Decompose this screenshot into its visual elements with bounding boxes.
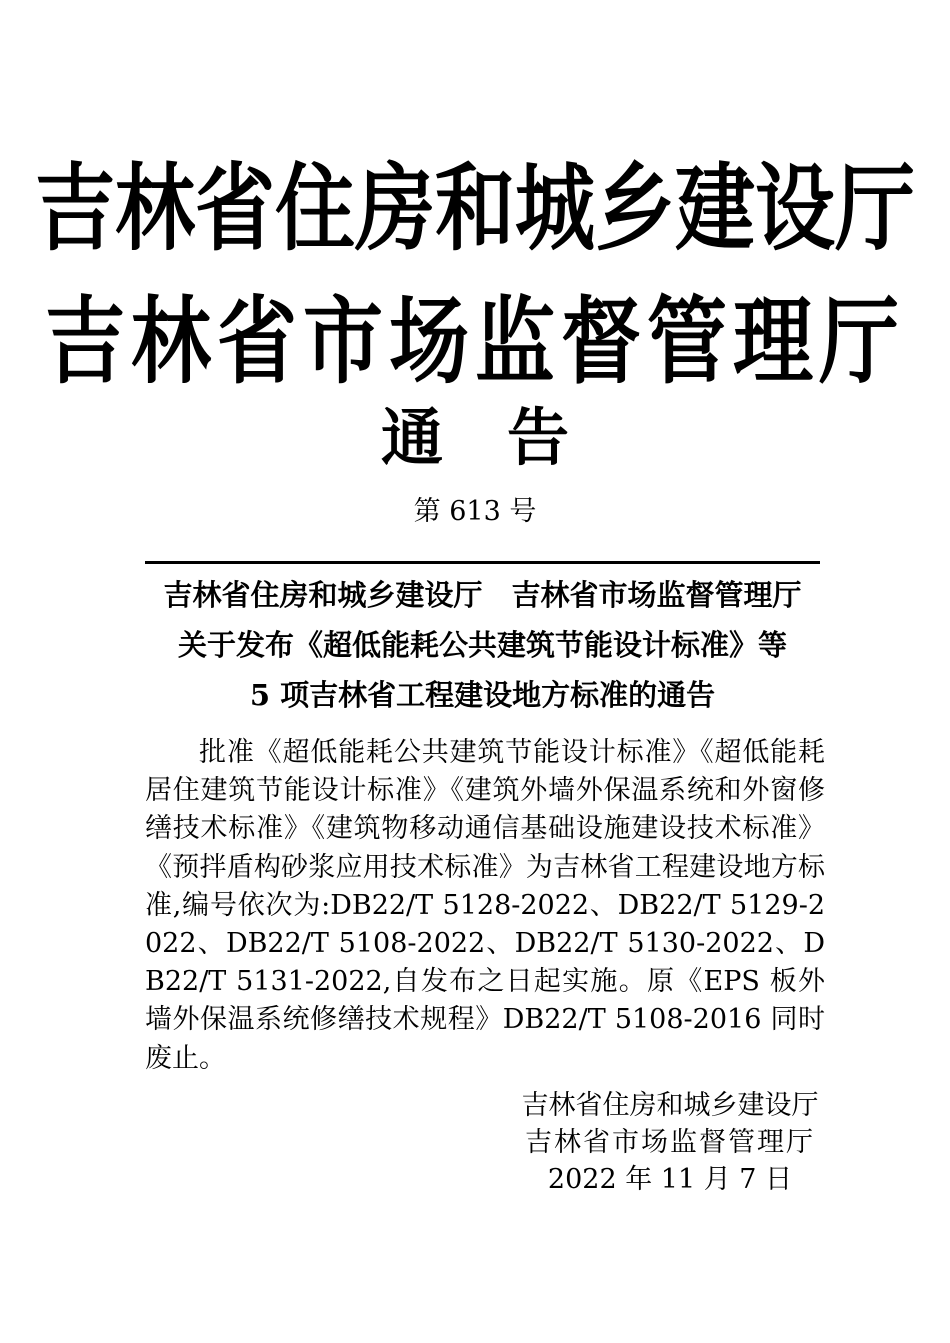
header-divider [145, 561, 820, 564]
notice-title: 通告 [380, 401, 633, 474]
notice-body [145, 734, 825, 1078]
headline-line: 关于发布《超低能耗公共建筑节能设计标准》等 [177, 628, 787, 662]
headline-line: 吉林省住房和城乡建设厅 吉林省市场监督管理厅 [163, 578, 802, 612]
signature-issuer: 吉林省住房和城乡建设厅 [521, 1090, 819, 1121]
issuer-name-housing-department: 吉林省住房和城乡建设厅 [35, 153, 915, 264]
notice-headline [130, 570, 835, 720]
body-paragraph: 批准《超低能耗公共建筑节能设计标准》《超低能耗居住建筑节能设计标准》《建筑外墙外保温系统和外窗修缮技术标准》《建筑物移动通信基础设施建设技术标准》《预拌盾构砂浆应用技术标准》为吉林省工程建设地方标准,编号依次为:DB22/T 5128-2022、DB22/T 5129-2022、DB22/T 5108-2022、DB22/T 5130-2022、DB22/T 5131-2022,自发布之日起实施。原《EPS 板外墙外保温系统修缮技术规程》DB22/T 5108-2016 同时废止。 [145, 737, 825, 1074]
signature-block [500, 1087, 840, 1198]
notice-number: 第 613 号 [413, 496, 537, 527]
issuer-name-market-supervision: 吉林省市场监督管理厅 [45, 286, 905, 397]
signature-issuer: 吉林省市场监督管理厅 [525, 1127, 815, 1158]
headline-line: 5 项吉林省工程建设地方标准的通告 [249, 678, 716, 712]
signature-date: 2022 年 11 月 7 日 [547, 1164, 793, 1195]
